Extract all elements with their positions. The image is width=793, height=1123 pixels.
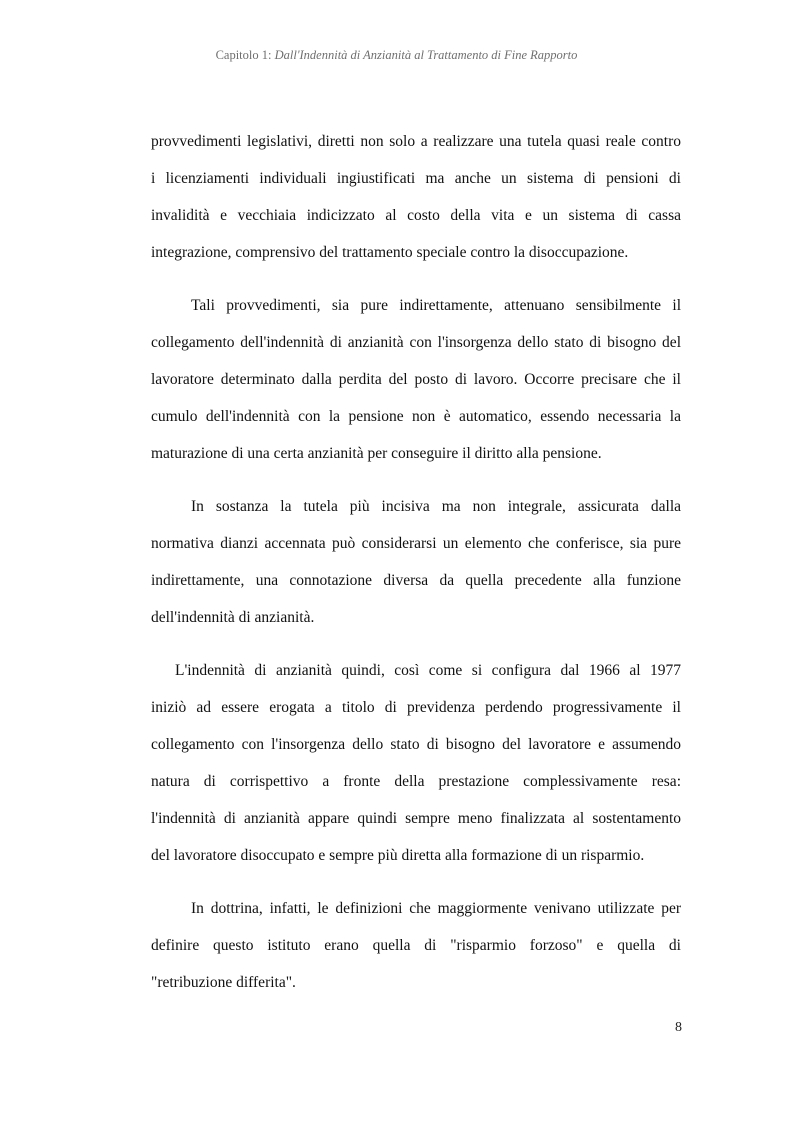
text-line: Tali provvedimenti, sia pure indirettamente, attenuano sensibilmente il (191, 297, 681, 314)
paragraph-2 (151, 291, 681, 476)
paragraph-5 (151, 894, 681, 1005)
text-line: integrazione, comprensivo del trattamento speciale contro la disoccupazione. (151, 244, 629, 261)
text-line: provvedimenti legislativi, diretti non solo a realizzare una tutela quasi reale contro (151, 133, 681, 150)
text-line: normativa dianzi accennata può considerarsi un elemento che conferisce, sia pure (151, 535, 681, 552)
text-line: definire questo istituto erano quella di "risparmio forzoso" e quella di (151, 937, 681, 954)
text-line: iniziò ad essere erogata a titolo di previdenza perdendo progressivamente il (151, 699, 681, 716)
text-line: In sostanza la tutela più incisiva ma non integrale, assicurata dalla (191, 498, 681, 515)
text-line: i licenziamenti individuali ingiustificati ma anche un sistema di pensioni di (151, 170, 681, 187)
text-line: natura di corrispettivo a fronte della prestazione complessivamente resa: (151, 773, 681, 790)
paragraph-3 (151, 492, 681, 640)
text-line: collegamento con l'insorgenza dello stato di bisogno del lavoratore e assumendo (151, 736, 681, 753)
text-line: indirettamente, una connotazione diversa da quella precedente alla funzione (151, 572, 681, 589)
text-line: In dottrina, infatti, le definizioni che maggiormente venivano utilizzate per (191, 900, 681, 917)
text-line: del lavoratore disoccupato e sempre più diretta alla formazione di un risparmio. (151, 847, 645, 864)
text-line: L'indennità di anzianità quindi, così come si configura dal 1966 al 1977 (175, 662, 681, 679)
header-chapter-title: Dall'Indennità di Anzianità al Trattamento di Fine Rapporto (274, 48, 578, 62)
running-header (0, 48, 793, 63)
body-text (151, 127, 681, 1005)
text-line: lavoratore determinato dalla perdita del posto di lavoro. Occorre precisare che il (151, 371, 681, 388)
paragraph-4 (151, 656, 681, 878)
text-line: cumulo dell'indennità con la pensione non è automatico, essendo necessaria la (151, 408, 681, 425)
text-line: invalidità e vecchiaia indicizzato al costo della vita e un sistema di cassa (151, 207, 681, 224)
text-line: maturazione di una certa anzianità per conseguire il diritto alla pensione. (151, 445, 602, 462)
text-line: dell'indennità di anzianità. (151, 609, 315, 626)
page-number: 8 (675, 1020, 682, 1035)
text-line: l'indennità di anzianità appare quindi sempre meno finalizzata al sostentamento (151, 810, 681, 827)
paragraph-1 (151, 127, 681, 275)
header-chapter-label: Capitolo 1: (215, 48, 275, 62)
text-line: collegamento dell'indennità di anzianità con l'insorgenza dello stato di bisogno del (151, 334, 681, 351)
text-line: "retribuzione differita". (151, 974, 296, 991)
